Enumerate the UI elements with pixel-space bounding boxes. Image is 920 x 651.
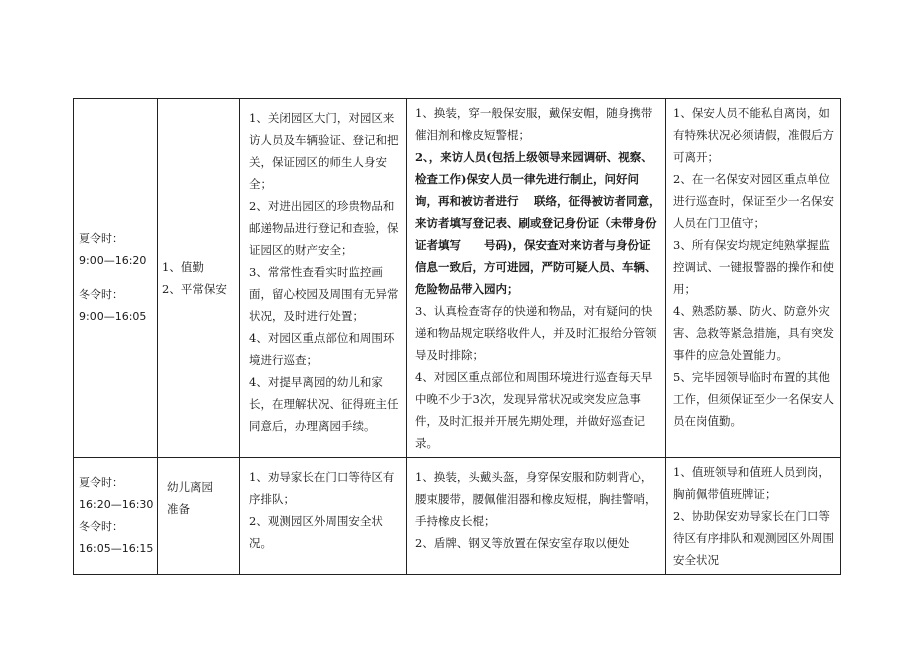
task-item: 2、观测园区外周围安全状况。 — [249, 514, 383, 550]
duty-cell — [158, 458, 240, 575]
procedure-item: 1、换装，头戴头盔，身穿保安服和防刺背心，腰束腰带，腰佩催泪器和橡皮短棍，胸挂警哨，手持橡皮长棍； — [415, 470, 657, 528]
procedure-item: 3、认真检查寄存的快递和物品，对有疑问的快递和物品规定联络收件人，并及时汇报给分管领导及时排除； — [415, 304, 657, 362]
table-row — [74, 458, 841, 575]
requirements-cell — [666, 458, 841, 575]
task-item: 4、对提早离园的幼儿和家长，在理解状况、征得班主任同意后，办理离园手续。 — [249, 375, 399, 433]
time-cell — [74, 458, 158, 575]
duty-item: 2、平常保安 — [162, 282, 227, 296]
procedure-item: 2、盾牌、钢叉等放置在保安室存取以便处 — [415, 536, 630, 550]
time-cell — [74, 99, 158, 458]
requirement-item: 5、完毕园领导临时布置的其他工作，但须保证至少一名保安人员在岗值勤。 — [673, 370, 834, 428]
procedure-item: 1、换装，穿一般保安服，戴保安帽，随身携带催泪剂和橡皮短警棍； — [415, 106, 653, 142]
procedure-item-bold: 2、，来访人员(包括上级领导来园调研、视察、检查工作)保安人员一律先进行制止，问好问询，再和被访者进行 联络，征得被访者同意，来访者填写登记表、刷或登记身份证（未带身份证者填写 号码)，保安查对来访者与身份证信息一致后，方可进园，严防可疑人员、车辆、危险物品带入园内； — [415, 150, 661, 296]
winter-time-label: 冬令时： — [79, 288, 123, 301]
winter-time-range: 9:00—16:05 — [79, 310, 147, 323]
winter-time-range: 16:05—16:15 — [79, 542, 154, 555]
requirement-item: 2、协助保安劝导家长在门口等待区有序排队和观测园区外周围安全状况 — [673, 509, 834, 567]
requirement-item: 4、熟悉防暴、防火、防意外灾害、急救等紧急措施，具有突发事件的应急处置能力。 — [673, 304, 834, 362]
task-item: 3、常常性查看实时监控画面，留心校园及周围有无异常状况，及时进行处置； — [249, 265, 399, 323]
table-row — [74, 99, 841, 458]
requirements-cell — [666, 99, 841, 458]
winter-time-label: 冬令时： — [79, 520, 123, 533]
task-item: 4、对园区重点部位和周围环境进行巡查； — [249, 331, 395, 367]
procedures-cell — [407, 458, 666, 575]
tasks-cell — [240, 458, 407, 575]
requirement-item: 3、所有保安均规定纯熟掌握监控调试、一键报警器的操作和使用； — [673, 238, 834, 296]
summer-time-label: 夏令时： — [79, 232, 123, 245]
duty-item: 幼儿离园准备 — [167, 480, 213, 516]
task-item: 2、对进出园区的珍贵物品和邮递物品进行登记和查验，保证园区的财产安全； — [249, 199, 399, 257]
tasks-cell — [240, 99, 407, 458]
requirement-item: 1、保安人员不能私自离岗，如有特殊状况必须请假，准假后方可离开； — [673, 106, 834, 164]
task-item: 1、劝导家长在门口等待区有序排队； — [249, 470, 395, 506]
requirement-item: 2、在一名保安对园区重点单位进行巡查时，保证至少一名保安人员在门卫值守； — [673, 172, 834, 230]
duty-item: 1、值勤 — [162, 260, 204, 274]
procedures-cell — [407, 99, 666, 458]
duty-schedule-table — [73, 98, 841, 575]
summer-time-label: 夏令时： — [79, 476, 123, 489]
duty-cell — [158, 99, 240, 458]
task-item: 1、关闭园区大门，对园区来访人员及车辆验证、登记和把关，保证园区的师生人身安全； — [249, 111, 399, 191]
requirement-item: 1、值班领导和值班人员到岗，胸前佩带值班牌证； — [673, 465, 830, 501]
procedure-item: 4、对园区重点部位和周围环境进行巡查每天早中晚不少于3次，发现异常状况或突发应急事件，及时汇报并开展先期处理，并做好巡查记录。 — [415, 370, 653, 450]
summer-time-range: 16:20—16:30 — [79, 498, 154, 511]
summer-time-range: 9:00—16:20 — [79, 254, 147, 267]
